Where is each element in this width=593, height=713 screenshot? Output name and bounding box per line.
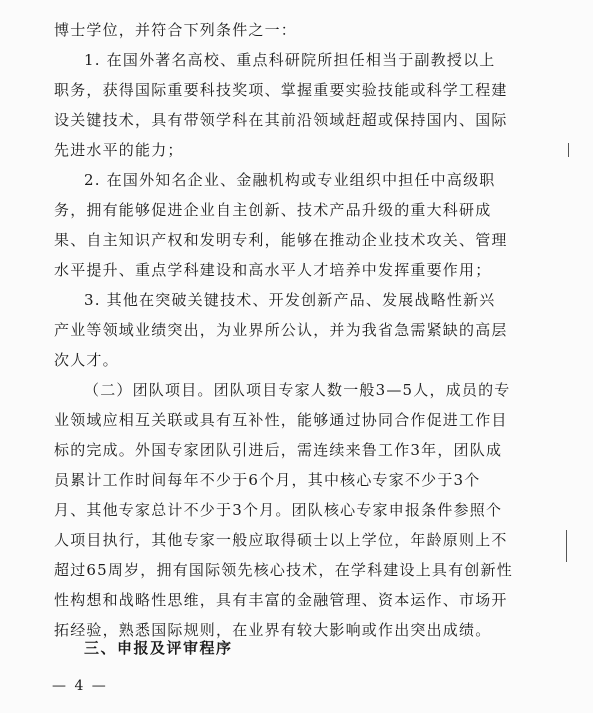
text-line: 务，拥有能够促进企业自主创新、技术产品升级的重大科研成 (54, 201, 492, 219)
text-line: 产业等领域业绩突出，为业界所公认，并为我省急需紧缺的高层 (54, 321, 508, 339)
text-line: 先进水平的能力； (54, 141, 184, 159)
text-line: 水平提升、重点学科建设和高水平人才培养中发挥重要作用； (54, 261, 492, 279)
text-line: 博士学位，并符合下列条件之一： (54, 21, 298, 39)
page-number: — 4 — (52, 678, 108, 694)
text-line: 职务，获得国际重要科技奖项、掌握重要实验技能或科学工程建 (54, 81, 508, 99)
text-line: 人项目执行，其他专家一般应取得硕士以上学位，年龄原则上不 (54, 531, 508, 549)
text-line: 月、其他专家总计不少于3个月。团队核心专家申报条件参照个 (54, 501, 503, 519)
text-line: 员累计工作时间每年不少于6个月，其中核心专家不少于3个 (54, 471, 481, 489)
text-line: 性构想和战略性思维，具有丰富的金融管理、资本运作、市场开 (54, 591, 508, 609)
margin-mark (566, 530, 567, 562)
text-line: 果、自主知识产权和发明专利，能够在推动企业技术攻关、管理 (54, 231, 508, 249)
list-item-2-line: 2. 在国外知名企业、金融机构或专业组织中担任中高级职 (84, 171, 496, 189)
margin-mark (568, 143, 569, 157)
team-project-line: （二）团队项目。团队项目专家人数一般3—5人，成员的专 (84, 381, 511, 399)
text-line: 标的完成。外国专家团队引进后，需连续来鲁工作3年，团队成 (54, 441, 503, 459)
text-line: 超过65周岁，拥有国际领先核心技术，在学科建设上具有创新性 (54, 561, 513, 579)
section-heading: 三、申报及评审程序 (84, 639, 233, 657)
list-item-1-line: 1. 在国外著名高校、重点科研院所担任相当于副教授以上 (84, 51, 496, 69)
list-item-3-line: 3. 其他在突破关键技术、开发创新产品、发展战略性新兴 (84, 291, 496, 309)
text-line: 次人才。 (54, 351, 119, 369)
text-line: 设关键技术，具有带领学科在其前沿领域赶超或保持国内、国际 (54, 111, 508, 129)
text-line: 拓经验，熟悉国际规则，在业界有较大影响或作出突出成绩。 (54, 621, 492, 639)
text-line: 业领域应相互关联或具有互补性，能够通过协同合作促进工作目 (54, 411, 508, 429)
